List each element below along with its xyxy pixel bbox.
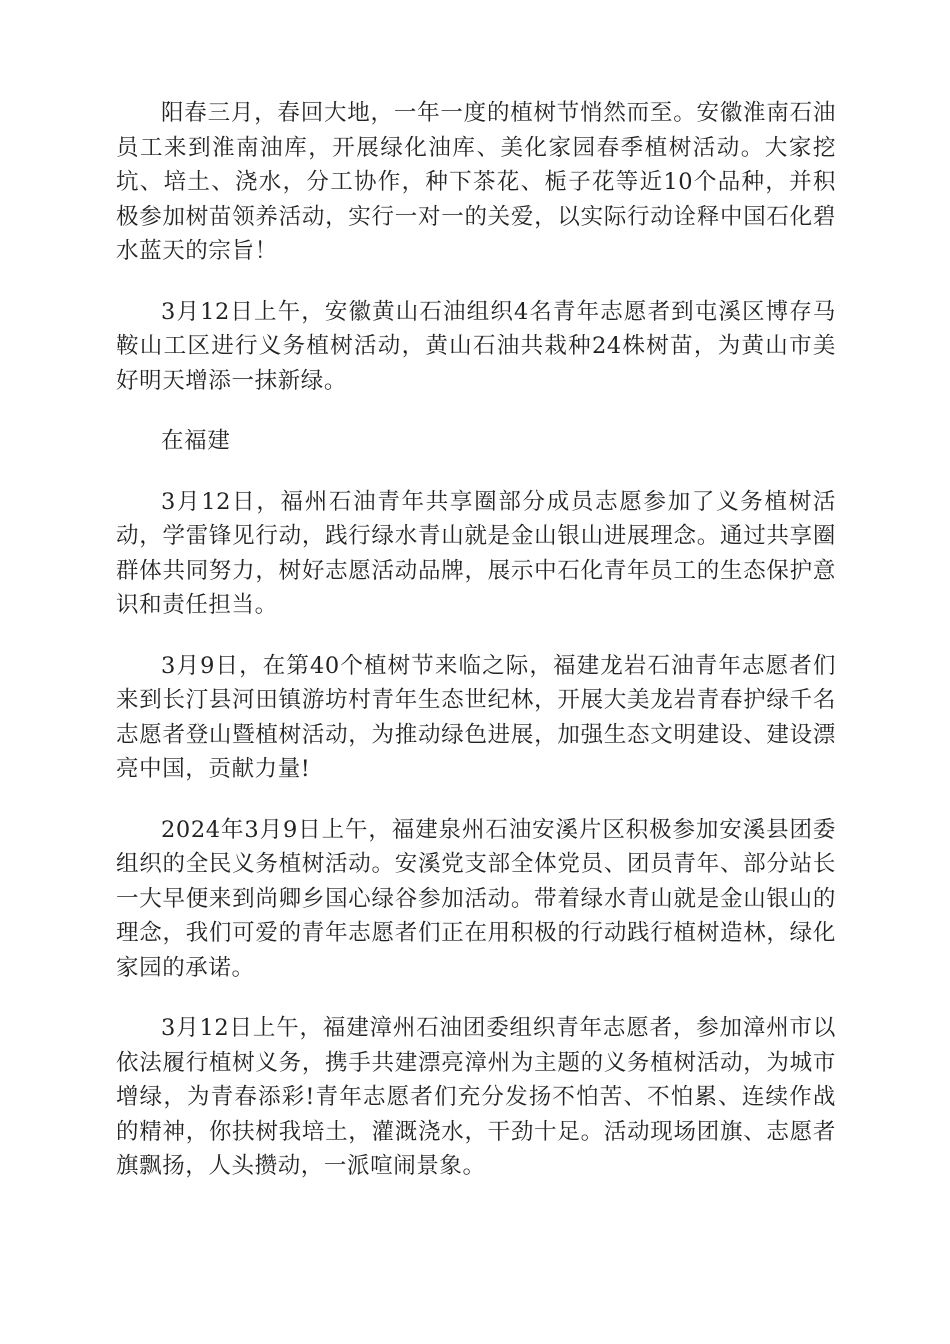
paragraph-fuzhou: 3月12日，福州石油青年共享圈部分成员志愿参加了义务植树活动，学雷锋见行动，践行绿水青山就是金山银山进展理念。通过共享圈群体共同努力，树好志愿活动品牌，展示中石化青年员工的生态保护意识和责任担当。: [116, 488, 836, 618]
paragraph-longyan: 3月9日，在第40个植树节来临之际，福建龙岩石油青年志愿者们来到长汀县河田镇游坊村青年生态世纪林，开展大美龙岩青春护绿千名志愿者登山暨植树活动，为推动绿色进展，加强生态文明建设、建设漂亮中国，贡献力量!: [116, 652, 836, 782]
paragraph-quanzhou: 2024年3月9日上午，福建泉州石油安溪片区积极参加安溪县团委组织的全民义务植树活动。安溪党支部全体党员、团员青年、部分站长一大早便来到尚卿乡国心绿谷参加活动。带着绿水青山就是金山银山的理念，我们可爱的青年志愿者们正在用积极的行动践行植树造林，绿化家园的承诺。: [116, 816, 836, 981]
paragraph-zhangzhou: 3月12日上午，福建漳州石油团委组织青年志愿者，参加漳州市以依法履行植树义务，携手共建漂亮漳州为主题的义务植树活动，为城市增绿，为青春添彩!青年志愿者们充分发扬不怕苦、不怕累、连续作战的精神，你扶树我培土，灌溉浇水，干劲十足。活动现场团旗、志愿者旗飘扬，人头攒动，一派喧闹景象。: [116, 1015, 836, 1179]
paragraph-huainan: 阳春三月，春回大地，一年一度的植树节悄然而至。安徽淮南石油员工来到淮南油库，开展绿化油库、美化家园春季植树活动。大家挖坑、培土、浇水，分工协作，种下茶花、栀子花等近10个品种，并积极参加树苗领养活动，实行一对一的关爱，以实际行动诠释中国石化碧水蓝天的宗旨！: [116, 100, 836, 264]
document-page: [116, 96, 836, 1210]
section-heading-fujian: 在福建: [161, 428, 231, 454]
paragraph-huangshan: 3月12日上午，安徽黄山石油组织4名青年志愿者到屯溪区博存马鞍山工区进行义务植树活动，黄山石油共栽种24株树苗，为黄山市美好明天增添一抹新绿。: [116, 298, 836, 394]
